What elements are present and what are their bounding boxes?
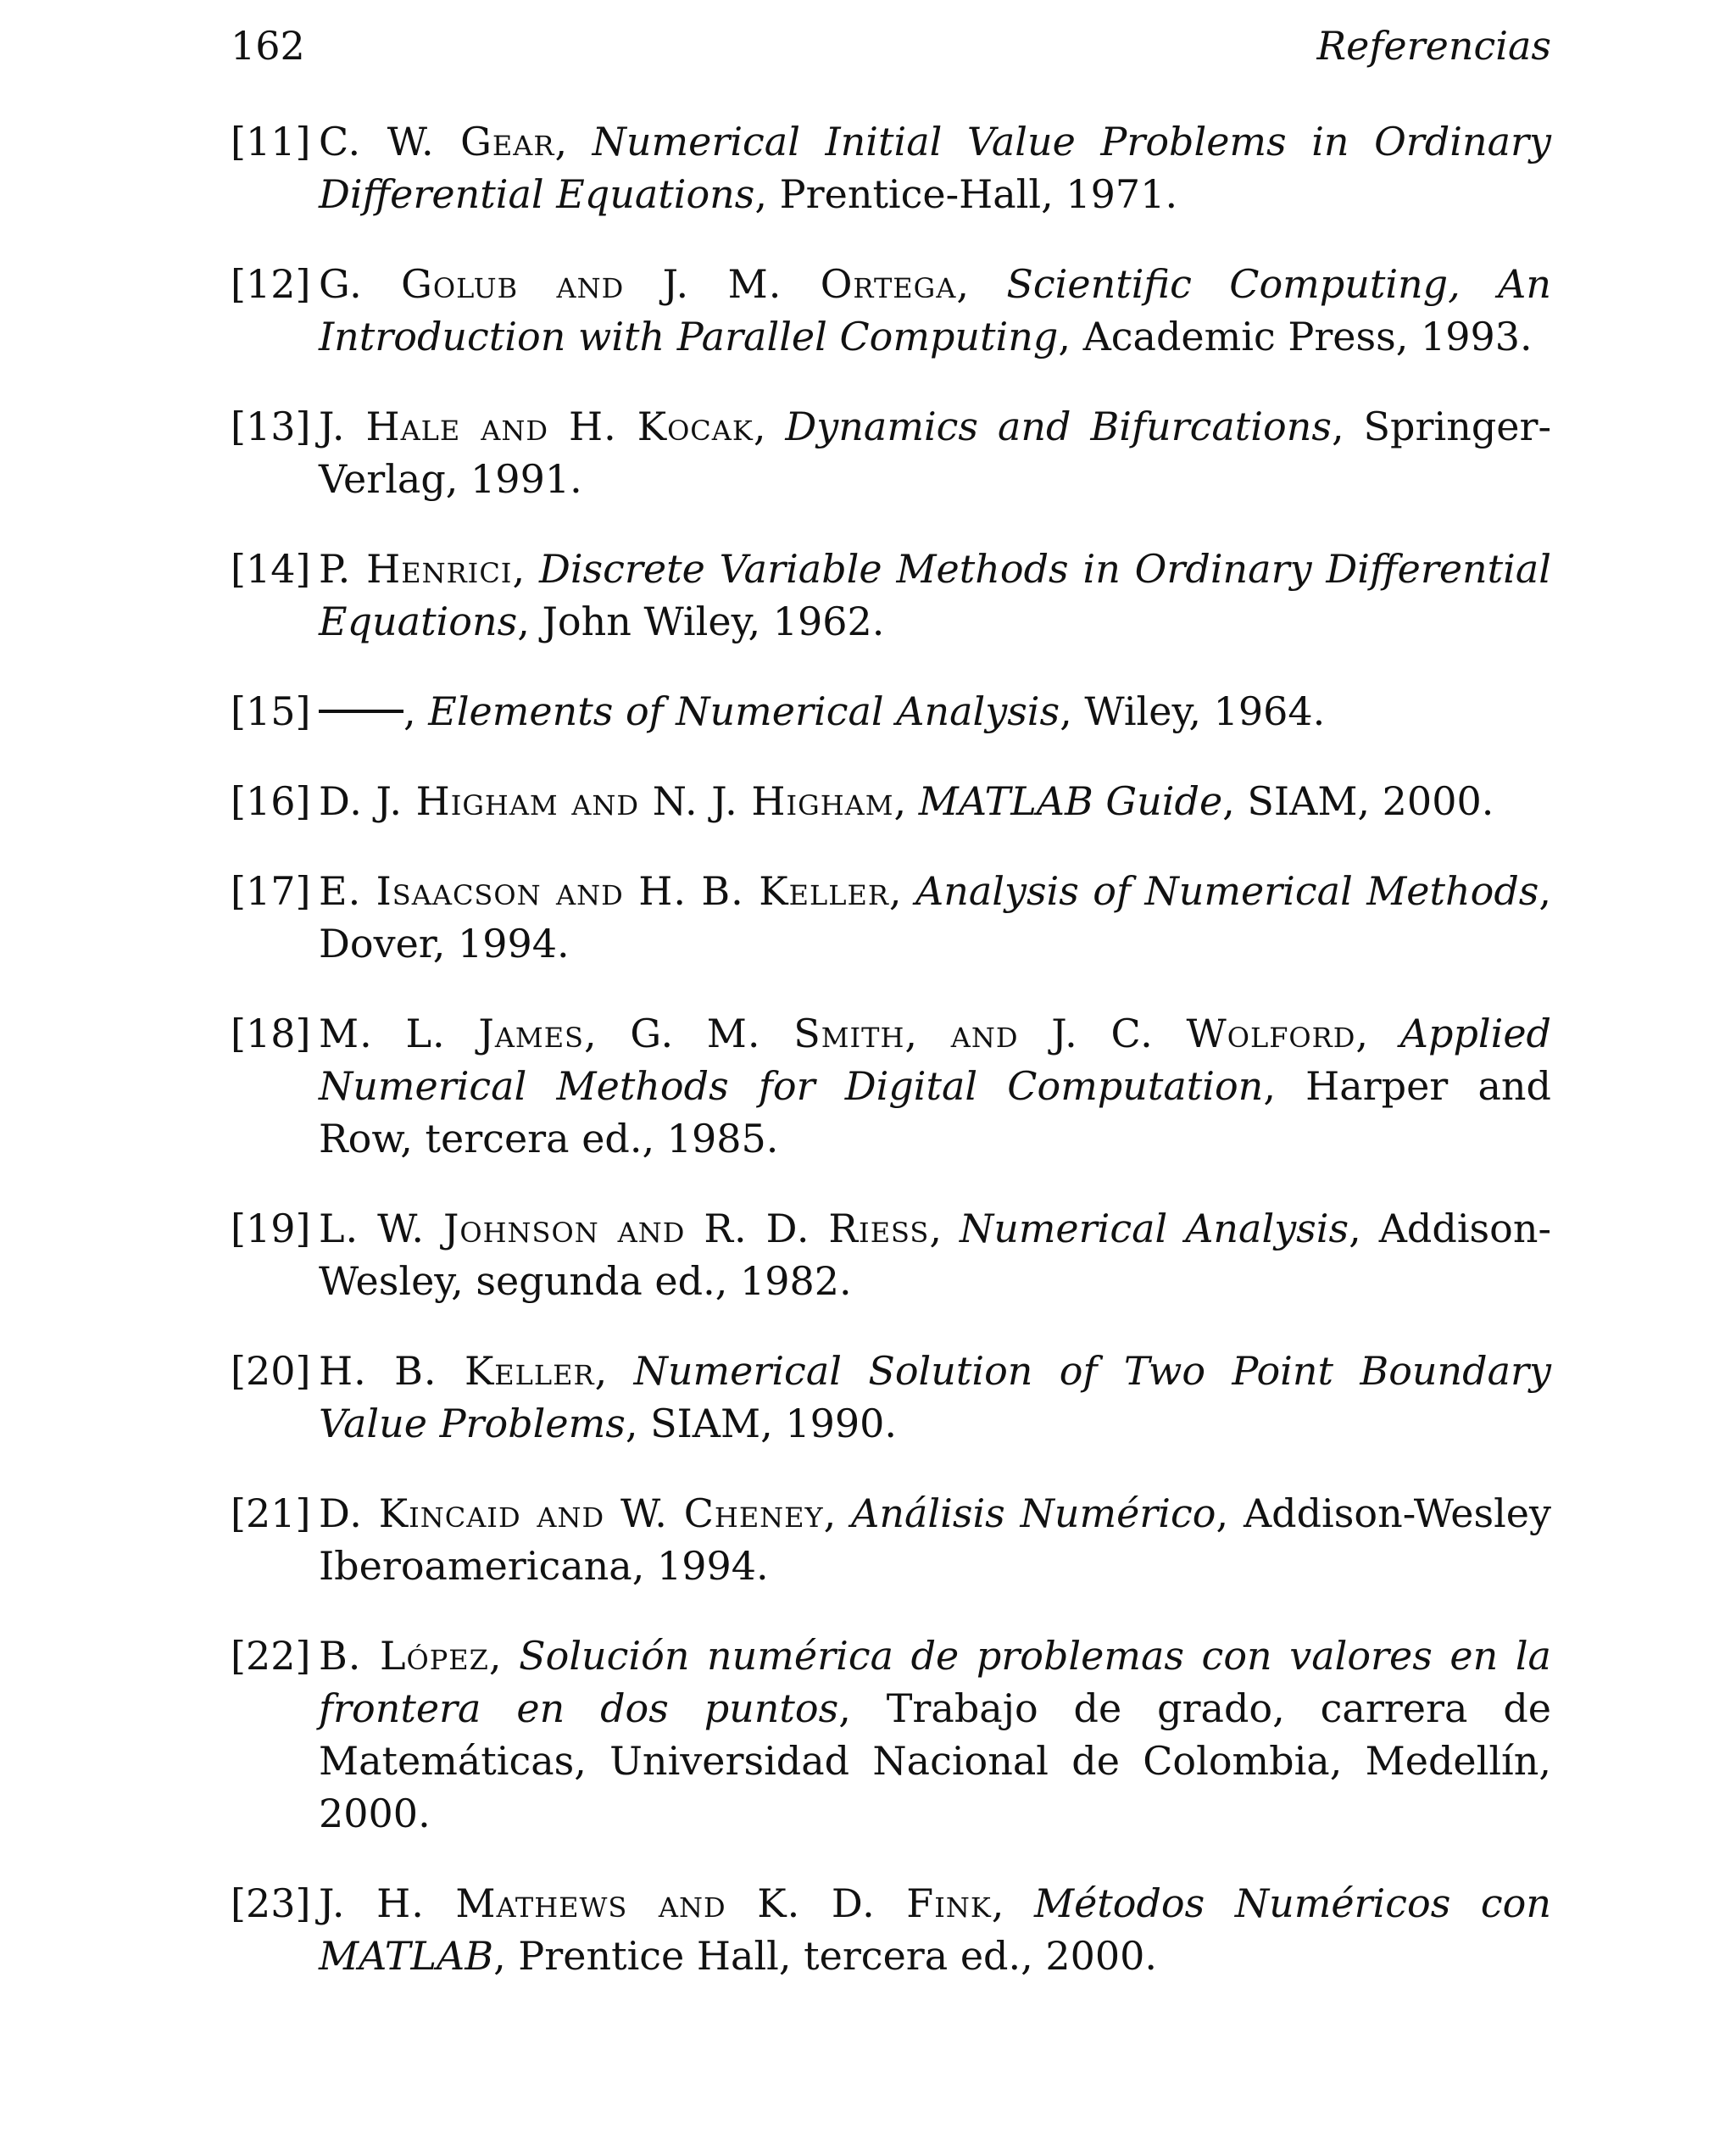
reference-number: [15] [231,688,311,734]
reference-number: [23] [231,1880,311,1926]
reference-title: Numerical Initial Value Problems in Ordinary Differential Equations [319,119,1551,217]
reference-list [231,115,1551,2019]
reference-separator: , [893,778,919,824]
reference-authors: D. Kincaid and W. Cheney [319,1490,824,1536]
reference-publisher: , Prentice Hall, tercera ed., 2000. [493,1933,1158,1979]
reference-item [231,775,1551,827]
reference-item [231,1877,1551,1982]
reference-item [231,1629,1551,1840]
reference-item [231,1007,1551,1165]
reference-separator: , [753,404,786,449]
reference-number: [16] [231,778,311,824]
reference-item [231,865,1551,970]
reference-number: [14] [231,546,311,592]
reference-separator: , [1355,1011,1400,1056]
reference-number: [17] [231,868,311,914]
reference-title: Analysis of Numerical Methods [915,868,1539,914]
reference-title: Solución numérica de problemas con valores en la frontera en dos puntos [319,1633,1551,1731]
reference-authors: P. Henrici [319,546,513,592]
reference-number: [22] [231,1633,311,1679]
reference-authors: L. W. Johnson and R. D. Riess [319,1206,930,1251]
reference-title: Análisis Numérico [851,1490,1216,1536]
reference-publisher: , Prentice-Hall, 1971. [754,171,1178,217]
reference-authors: E. Isaacson and H. B. Keller [319,868,889,914]
reference-publisher: , Dover, 1994. [319,868,1552,966]
reference-title: MATLAB Guide [918,778,1223,824]
reference-item [231,685,1551,738]
reference-publisher: , SIAM, 1990. [625,1401,898,1446]
reference-number: [11] [231,119,311,164]
reference-number: [13] [231,404,311,449]
reference-separator: , [512,546,539,592]
reference-title: Elements of Numerical Analysis [428,688,1060,734]
reference-item [231,115,1551,220]
reference-number: [20] [231,1348,311,1394]
reference-separator: , [991,1880,1034,1926]
reference-publisher: , John Wiley, 1962. [517,599,885,644]
reference-item [231,1345,1551,1450]
reference-separator: , [888,868,915,914]
reference-item [231,1487,1551,1592]
reference-number: [21] [231,1490,311,1536]
running-head [231,19,1551,73]
reference-separator: , [956,261,1007,307]
reference-authors: J. Hale and H. Kocak [319,404,754,449]
reference-authors: M. L. James, G. M. Smith, and J. C. Wolford [319,1011,1356,1056]
reference-title: Applied Numerical Methods for Digital Computation [319,1011,1552,1109]
reference-item [231,258,1551,363]
reference-number: [18] [231,1011,311,1056]
reference-separator: , [403,688,429,734]
reference-item [231,400,1551,505]
reference-authors: B. López [319,1633,489,1679]
reference-publisher: , Academic Press, 1993. [1058,314,1533,359]
reference-authors: C. W. Gear [319,119,555,164]
reference-authors: J. H. Mathews and K. D. Fink [319,1880,992,1926]
reference-authors: G. Golub and J. M. Ortega [319,261,957,307]
reference-separator: , [554,119,593,164]
reference-publisher: , Wiley, 1964. [1060,688,1326,734]
reference-title: Numerical Solution of Two Point Boundary Value Problems [319,1348,1551,1446]
page-number: 162 [231,23,305,69]
reference-publisher: , SIAM, 2000. [1222,778,1494,824]
reference-publisher: , Harper and Row, tercera ed., 1985. [319,1063,1551,1161]
reference-separator: , [823,1490,852,1536]
reference-title: Métodos Numéricos con MATLAB [319,1880,1551,1979]
reference-publisher: , Addison-Wesley Iberoamericana, 1994. [319,1490,1551,1589]
reference-publisher: , Trabajo de grado, carrera de Matemáticas, Universidad Nacional de Colombia, Medellín, 2000. [319,1685,1551,1836]
reference-separator: , [488,1633,520,1679]
reference-item [231,543,1551,648]
reference-title: Numerical Analysis [959,1206,1349,1251]
section-title: Referencias [1316,23,1551,69]
reference-separator: , [929,1206,960,1251]
reference-authors: D. J. Higham and N. J. Higham [319,778,894,824]
reference-item [231,1202,1551,1307]
reference-number: [19] [231,1206,311,1251]
reference-separator: , [594,1348,634,1394]
same-author-dash [319,710,403,713]
reference-title: Dynamics and Bifurcations [785,404,1332,449]
reference-publisher: , Addison-Wesley, segunda ed., 1982. [319,1206,1552,1304]
reference-publisher: , Springer-Verlag, 1991. [319,404,1552,502]
reference-title: Discrete Variable Methods in Ordinary Differential Equations [319,546,1552,644]
reference-number: [12] [231,261,311,307]
reference-authors: H. B. Keller [319,1348,595,1394]
reference-title: Scientific Computing, An Introduction with Parallel Computing [319,261,1551,359]
